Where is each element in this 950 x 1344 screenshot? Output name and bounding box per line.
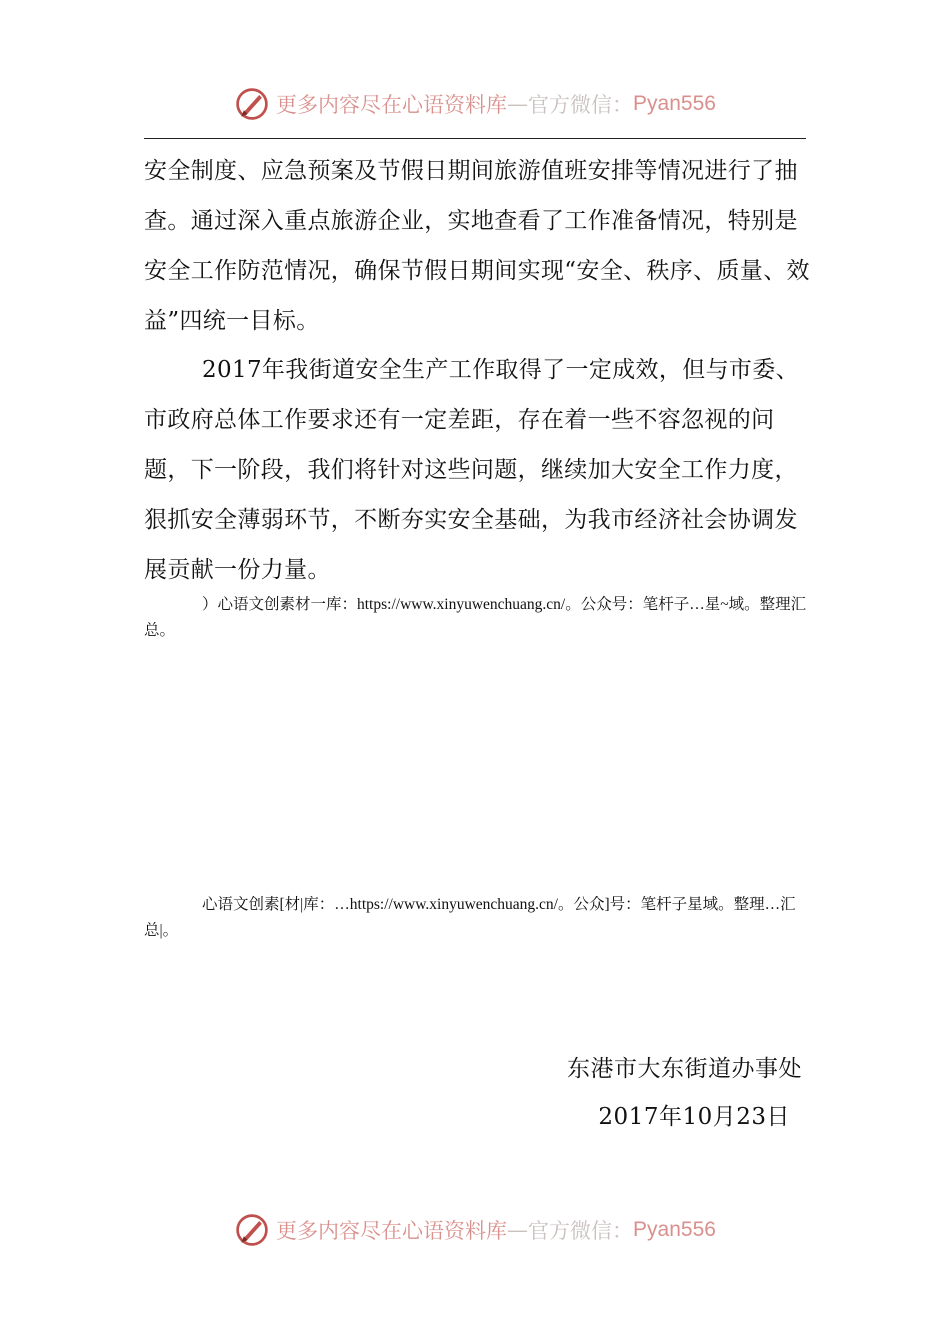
pen-logo-icon xyxy=(234,86,270,122)
banner-separator: — xyxy=(507,1218,529,1242)
paragraph-1: 安全制度、应急预案及节假日期间旅游值班安排等情况进行了抽查。通过深入重点旅游企业，实地查看了工作准备情况，特别是安全工作防范情况，确保节假日期间实现“安全、秩序、质量、效益”四统一目标。 xyxy=(144,158,810,334)
signature-date: 2017年10月23日 xyxy=(598,1104,790,1130)
paragraph-2: 2017年我街道安全生产工作取得了一定成效，但与市委、市政府总体工作要求还有一定差距，存在着一些不容忽视的问题，下一阶段，我们将针对这些问题，继续加大安全工作力度，狠抓安全薄弱环节，不断夯实安全基础，为我市经济社会协调发展贡献一份力量。 xyxy=(144,357,799,583)
banner-separator: — xyxy=(507,92,529,116)
banner-wechat-id: Pyan556 xyxy=(633,1218,716,1241)
source-note-1: ）心语文创素材一库：https://www.xinyuwenchuang.cn/。公众号：笔杆子…星~域。整理汇总。 xyxy=(144,596,807,639)
footer-banner xyxy=(0,1208,950,1252)
banner-wechat-label: 官方微信： xyxy=(528,1219,634,1243)
banner-wechat-label: 官方微信： xyxy=(528,93,634,117)
pen-logo-icon xyxy=(234,1212,270,1248)
header-banner xyxy=(0,82,950,126)
banner-text: 更多内容尽在心语资料库 xyxy=(276,1219,508,1243)
header-divider xyxy=(144,138,806,139)
banner-text: 更多内容尽在心语资料库 xyxy=(276,93,508,117)
source-note-2: 心语文创素[材|库：…https://www.xinyuwenchuang.cn/。公众]号：笔杆子星域。整理…汇总|。 xyxy=(144,896,796,939)
signature-organization: 东港市大东街道办事处 xyxy=(567,1056,802,1082)
banner-wechat-id: Pyan556 xyxy=(633,92,716,115)
